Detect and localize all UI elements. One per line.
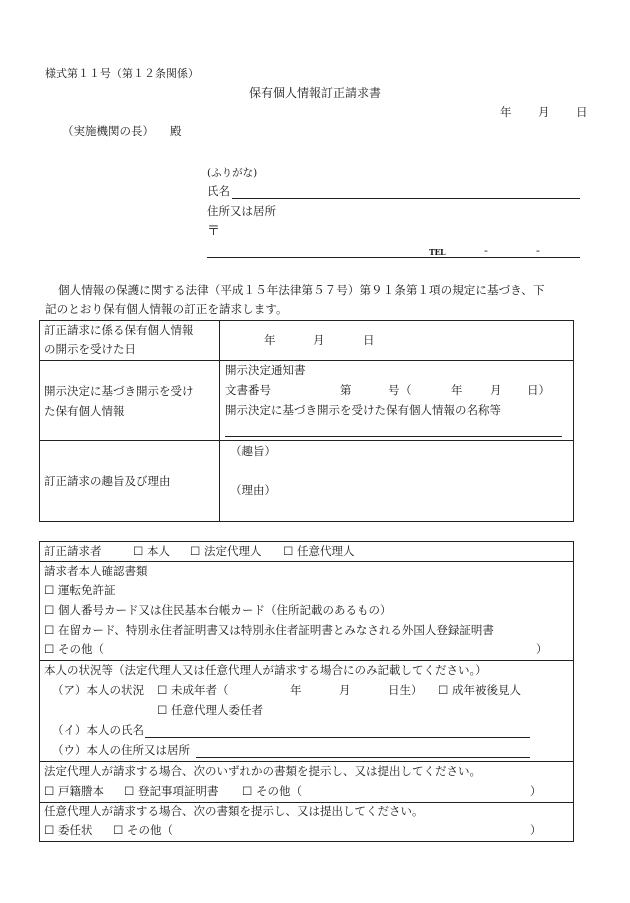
table-divider <box>39 561 574 562</box>
purpose-label: （趣旨） <box>230 444 276 458</box>
adult-ward-checkbox[interactable]: ☐ 成年被後見人 <box>438 683 521 697</box>
document-year[interactable]: 年 <box>451 383 463 397</box>
document-day[interactable]: 日） <box>527 383 550 397</box>
notice-title: 開示決定通知書 <box>225 363 306 377</box>
id-doc-mynumber-card-checkbox[interactable]: ☐ 個人番号カード又は住民基本台帳カード（住所記載のあるもの） <box>44 603 392 617</box>
principal-status-title: 本人の状況等（法定代理人又は任意代理人が請求する場合にのみ記載してください。） <box>44 663 487 677</box>
disclosed-info-label-1: 開示決定に基づき開示を受け <box>44 384 194 398</box>
postal-mark: 〒 <box>207 224 221 239</box>
registry-certificate-checkbox[interactable]: ☐ 登記事項証明書 <box>124 784 219 798</box>
requester-self-checkbox[interactable]: ☐ 本人 <box>133 544 170 558</box>
birth-day[interactable]: 日生） <box>388 683 423 697</box>
family-register-checkbox[interactable]: ☐ 戸籍謄本 <box>44 784 104 798</box>
reason-label: （理由） <box>230 483 276 497</box>
disclosed-info-name-field[interactable] <box>225 436 562 437</box>
page-title: 保有個人情報訂正請求書 <box>249 86 382 100</box>
principal-status-label: （ア）本人の状況 <box>52 683 144 697</box>
principal-address-label: （ウ）本人の住所又は居所 <box>52 743 190 757</box>
requester-voluntary-agent-checkbox[interactable]: ☐ 任意代理人 <box>283 544 355 558</box>
document-month[interactable]: 月 <box>490 383 502 397</box>
date-year-label: 年 <box>500 105 512 119</box>
voluntary-other-close: ） <box>530 823 542 837</box>
legal-agent-docs-title: 法定代理人が請求する場合、次のいずれかの書類を提示し、又は提出してください。 <box>44 764 481 778</box>
disclosed-info-name-note: 開示決定に基づき開示を受けた保有個人情報の名称等 <box>225 403 501 417</box>
table-divider <box>39 761 574 762</box>
principal-address-field[interactable] <box>196 757 530 758</box>
id-doc-other-close: ） <box>536 642 548 656</box>
principal-name-field[interactable] <box>145 737 530 738</box>
voluntary-other-checkbox[interactable]: ☐ その他（ <box>113 823 173 837</box>
tel-label: TEL <box>429 247 446 257</box>
name-label: 氏名 <box>207 184 230 198</box>
legal-other-close: ） <box>530 784 542 798</box>
birth-year[interactable]: 年 <box>290 683 302 697</box>
principal-name-label: （イ）本人の氏名 <box>52 723 144 737</box>
birth-month[interactable]: 月 <box>339 683 351 697</box>
tel-separator: - <box>536 243 540 257</box>
disclosure-year[interactable]: 年 <box>264 333 276 347</box>
disclosure-day[interactable]: 日 <box>363 333 375 347</box>
id-doc-other-checkbox[interactable]: ☐ その他（ <box>44 642 104 656</box>
document-number-label: 文書番号 <box>225 383 271 397</box>
intro-line-2: 記のとおり保有個人情報の訂正を請求します。 <box>45 302 288 316</box>
legal-other-checkbox[interactable]: ☐ その他（ <box>242 784 302 798</box>
table-divider <box>39 802 574 803</box>
date-month-label: 月 <box>538 105 550 119</box>
voluntary-principal-checkbox[interactable]: ☐ 任意代理人委任者 <box>157 703 263 717</box>
document-date-open: （ <box>400 383 412 397</box>
minor-checkbox[interactable]: ☐ 未成年者（ <box>157 683 229 697</box>
id-doc-residence-card-checkbox[interactable]: ☐ 在留カード、特別永住者証明書又は特別永住者証明書とみなされる外国人登録証明書 <box>44 623 494 637</box>
table-divider <box>219 320 220 522</box>
document-number-go: 号 <box>388 383 400 397</box>
table-divider <box>39 360 574 361</box>
purpose-reason-label: 訂正請求の趣旨及び理由 <box>44 474 171 488</box>
intro-line-1: 個人情報の保護に関する法律（平成１５年法律第５７号）第９１条第１項の規定に基づき、下 <box>58 283 545 297</box>
address-label: 住所又は居所 <box>207 204 276 218</box>
honorific: 殿 <box>170 124 182 138</box>
power-of-attorney-checkbox[interactable]: ☐ 委任状 <box>44 823 93 837</box>
table-divider <box>39 660 574 661</box>
tel-separator: - <box>484 243 488 257</box>
name-field[interactable] <box>232 198 580 199</box>
id-docs-title: 請求者本人確認書類 <box>44 564 148 578</box>
disclosure-date-label-1: 訂正請求に係る保有個人情報 <box>44 323 194 337</box>
disclosure-date-label-2: の開示を受けた日 <box>44 342 136 356</box>
disclosure-month[interactable]: 月 <box>313 333 325 347</box>
furigana-label: (ふりがな) <box>207 167 258 179</box>
document-number-dai: 第 <box>340 383 352 397</box>
requester-type-label: 訂正請求者 <box>44 544 102 558</box>
form-number: 様式第１１号（第１２条関係） <box>45 67 199 80</box>
date-day-label: 日 <box>576 105 588 119</box>
id-doc-drivers-license-checkbox[interactable]: ☐ 運転免許証 <box>44 583 116 597</box>
addressee: （実施機関の長） <box>62 124 154 138</box>
disclosed-info-label-2: た保有個人情報 <box>44 404 125 418</box>
address-field[interactable] <box>207 257 580 258</box>
voluntary-agent-docs-title: 任意代理人が請求する場合、次の書類を提示し、又は提出してください。 <box>44 804 424 818</box>
table-divider <box>39 440 574 441</box>
requester-legal-agent-checkbox[interactable]: ☐ 法定代理人 <box>190 544 262 558</box>
